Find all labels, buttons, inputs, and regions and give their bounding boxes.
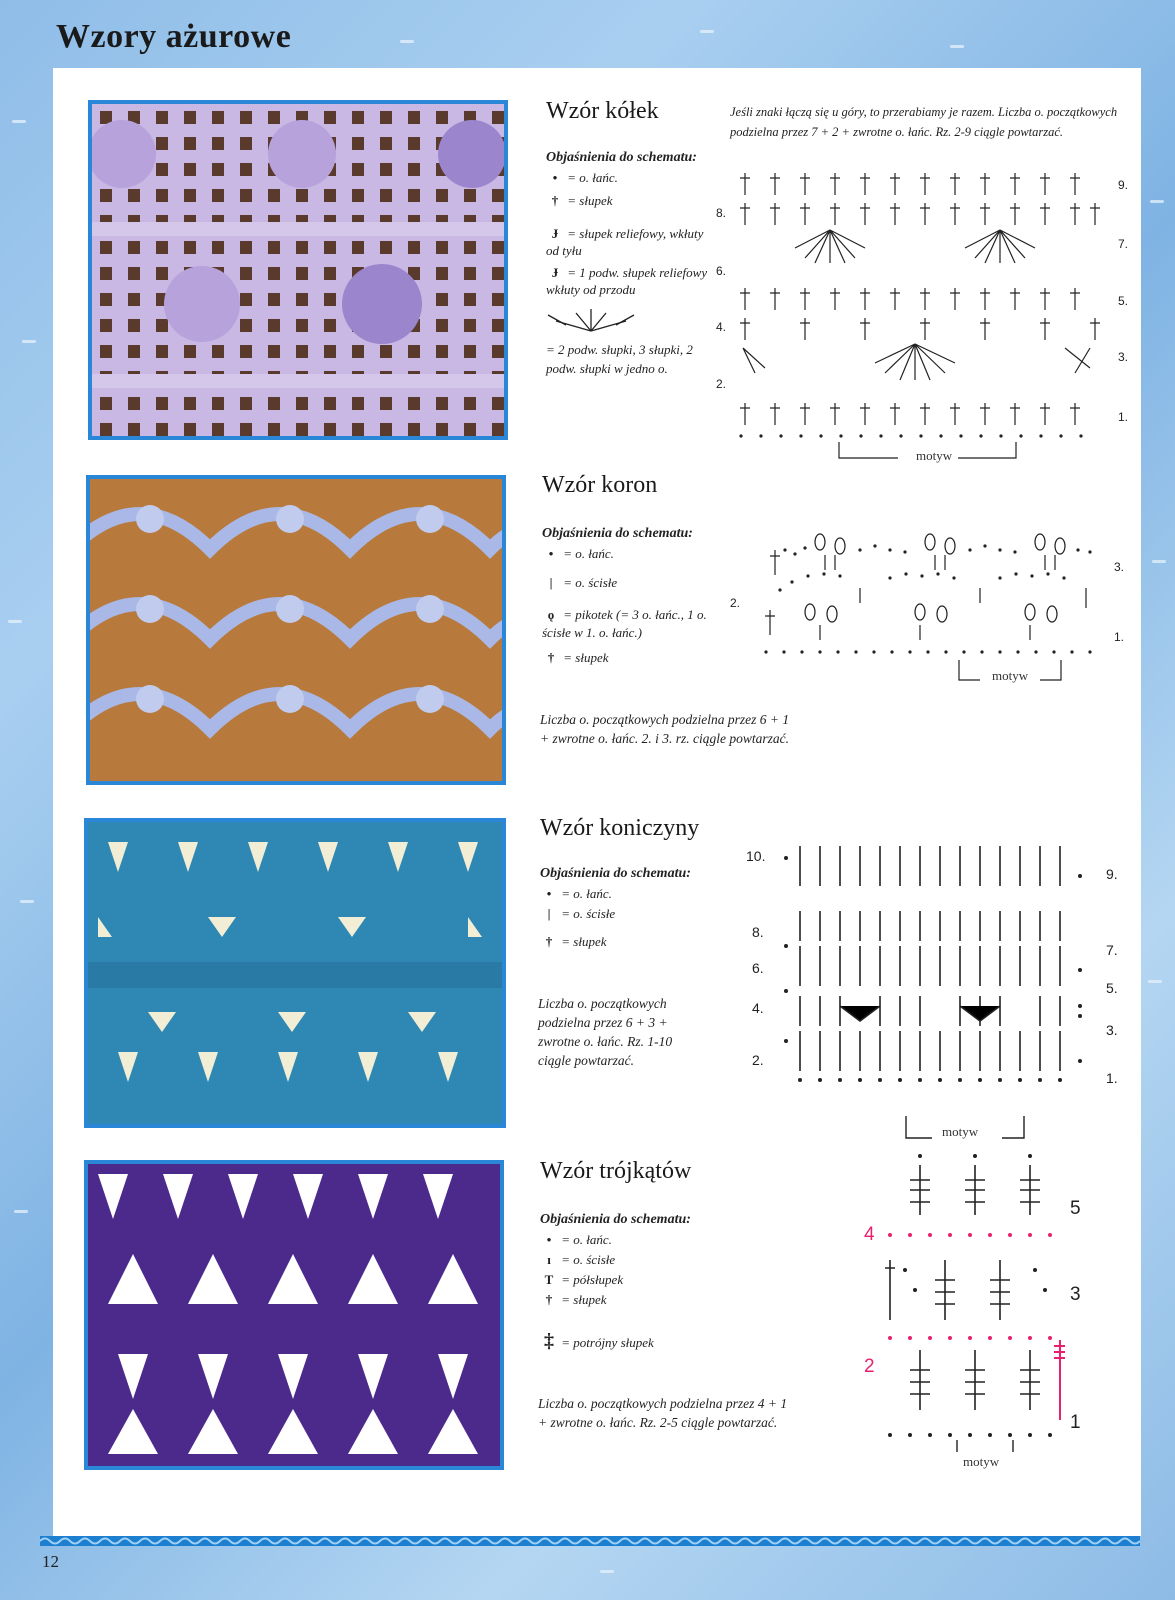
row-number: 5. [1118,294,1129,308]
legend-row: • = o. łańc. [540,886,612,902]
texture-speck [600,1570,614,1573]
page-number: 12 [42,1552,59,1571]
crochet-swatch-purple-triangles [88,1164,500,1466]
row-number: 9. [1118,178,1129,192]
legend-row: | = o. ścisłe [540,906,615,922]
texture-speck [8,620,22,623]
section-note: Liczba o. początkowych podzielna przez 4 + 1 + zwrotne o. łańc. Rz. 2-5 ciągle powtarzać. [538,1396,788,1430]
row-number: 5 [1070,1198,1081,1219]
row-number: 2. [716,377,727,391]
row-number: 9. [1106,866,1118,882]
legend-row: | = o. ścisłe [542,575,617,591]
legend-heading: Objaśnienia do schematu: [540,866,691,881]
double-crochet-icon: † [547,650,555,665]
chain-icon: • [546,1232,552,1247]
chain-icon: • [552,170,558,185]
row-number: 6. [716,264,727,278]
diagram-koron [760,530,1105,660]
row-number: 4. [716,320,727,334]
legend-row: • = o. łańc. [546,170,618,186]
cluster-icon [546,305,636,333]
legend-row: ı = o. ścisłe [540,1252,615,1268]
diagram-trojkatow [880,1150,1065,1450]
texture-speck [22,340,36,343]
diagram-koniczyny [780,846,1090,1086]
triple-crochet-icon: ‡ [544,1330,554,1352]
photo-wzor-trojkatow [84,1160,504,1470]
row-number: 3 [1070,1284,1081,1305]
row-number: 2 [864,1356,875,1377]
section-note: Jeśli znaki łączą się u góry, to przerabiamy je razem. Liczba o. początkowych podzielna przez 7 + 2 + zwrotne o. łańc. Rz. 2-9 ciągle powtarzać. [730,105,1118,139]
front-post-icon: Ɉ [551,265,559,280]
section-title-koniczyny: Wzór koniczyny [540,815,700,841]
row-number: 4 [864,1224,875,1245]
photo-wzor-koniczyny [84,818,506,1128]
row-number: 3. [1114,560,1125,574]
back-post-icon: Ɉ [551,226,559,241]
picot-icon: ǫ [547,607,555,622]
legend-row: Ɉ = 1 podw. słupek reliefowy wkłuty od przodu [546,265,708,297]
legend-row: † = słupek [540,1292,606,1308]
section-note: Liczba o. początkowych podzielna przez 6 + 1 + zwrotne o. łańc. 2. i 3. rz. ciągle powtarzać. [540,712,790,746]
texture-speck [400,40,414,43]
half-double-crochet-icon: T [544,1272,554,1287]
texture-speck [20,900,34,903]
double-crochet-icon: † [551,193,559,208]
legend-row: † = słupek [546,193,612,209]
legend-heading: Objaśnienia do schematu: [540,1212,691,1227]
section-note: Liczba o. początkowych podzielna przez 6 + 3 + zwrotne o. łańc. Rz. 1-10 ciągle powtarzać. [538,996,673,1068]
row-number: 1. [1106,1070,1118,1086]
row-number: 8. [752,924,764,940]
single-crochet-icon: | [549,575,553,590]
motif-label: motyw [992,668,1029,683]
row-number: 1. [1118,410,1129,424]
row-number: 8. [716,206,727,220]
row-number: 1. [1114,630,1125,644]
diagram-kolek [735,168,1100,440]
texture-speck [950,45,964,48]
legend-heading: Objaśnienia do schematu: [542,526,693,541]
row-number: 3. [1106,1022,1118,1038]
row-number: 5. [1106,980,1118,996]
photo-wzor-kolek [88,100,508,440]
legend-row: = 2 podw. słupki, 3 słupki, 2 podw. słupki w jedno o. [546,342,693,376]
texture-speck [14,1210,28,1213]
legend-row: † = słupek [542,650,608,666]
chain-icon: • [546,886,552,901]
section-title-trojkatow: Wzór trójkątów [540,1158,692,1184]
texture-speck [1152,560,1166,563]
photo-wzor-koron [86,475,506,785]
texture-speck [700,30,714,33]
row-number: 4. [752,1000,764,1016]
row-number: 2. [730,596,741,610]
legend-row: ‡ = potrójny słupek [540,1330,654,1353]
legend-row: • = o. łańc. [542,546,614,562]
texture-speck [1150,200,1164,203]
row-number: 1 [1070,1412,1081,1433]
crochet-swatch-lilac [92,104,504,436]
row-number: 7. [1118,237,1129,251]
legend-heading: Objaśnienia do schematu: [546,150,697,165]
row-number: 10. [746,848,766,864]
section-title-kolek: Wzór kółek [546,98,659,124]
legend-row: • = o. łańc. [540,1232,612,1248]
crochet-swatch-teal-clover [88,822,502,1124]
double-crochet-icon: † [545,1292,553,1307]
legend-row: Ɉ = słupek reliefowy, wkłuty od tyłu [546,226,704,258]
single-crochet-icon: | [547,906,551,921]
texture-speck [12,120,26,123]
row-number: 2. [752,1052,764,1068]
motif-label: motyw [963,1454,1000,1469]
row-number: 3. [1118,350,1129,364]
section-title-koron: Wzór koron [542,472,658,498]
crochet-swatch-blue-arches [90,479,502,781]
motif-label: motyw [942,1124,979,1139]
row-number: 7. [1106,942,1118,958]
motif-label: motyw [916,448,953,463]
double-crochet-icon: † [545,934,553,949]
bottom-rope-border [40,1536,1140,1546]
chain-icon: • [548,546,554,561]
page-title: Wzory ażurowe [56,18,292,55]
legend-row: † = słupek [540,934,606,950]
legend-row: T = półsłupek [540,1272,623,1288]
texture-speck [1148,980,1162,983]
legend-row: ǫ = pikotek (= 3 o. łańc., 1 o. ścisłe w 1. o. łańc.) [542,607,707,640]
row-number: 6. [752,960,764,976]
single-crochet-icon: ı [547,1252,551,1267]
